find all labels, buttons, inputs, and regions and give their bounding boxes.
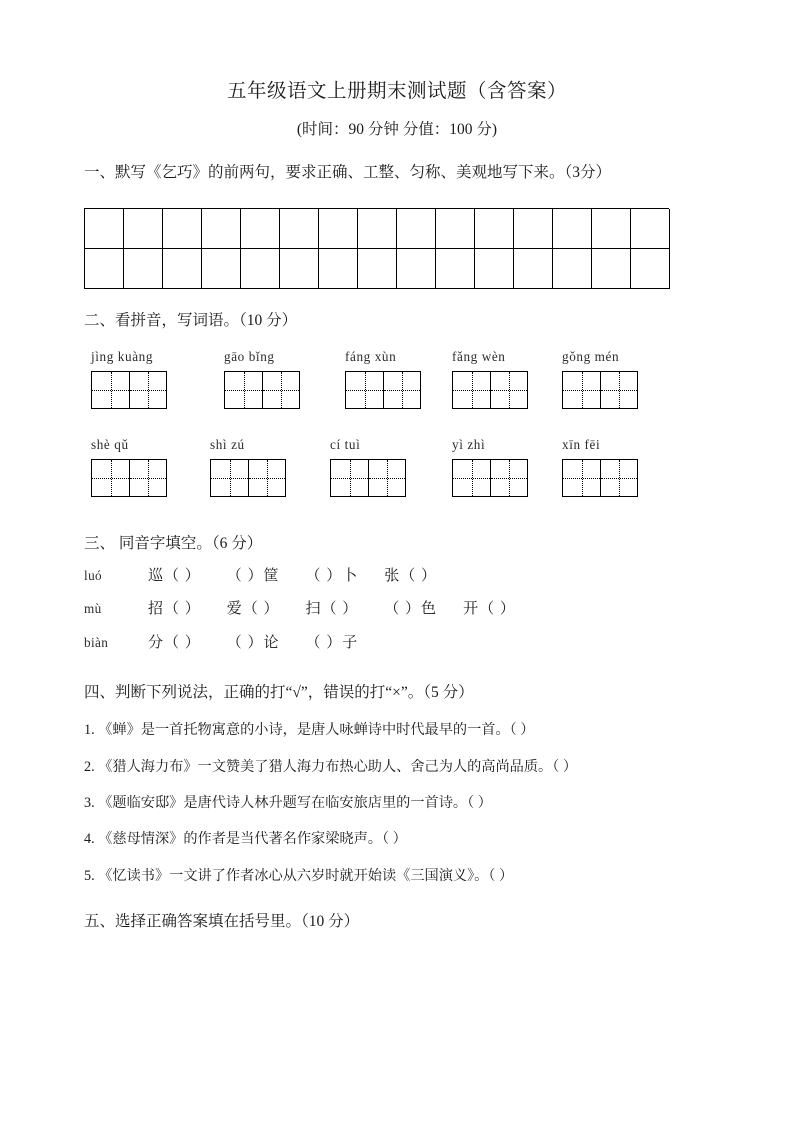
- section-2-heading: 二、看拼音，写词语。（10 分）: [84, 312, 298, 330]
- character-box-cell[interactable]: [453, 372, 490, 408]
- pinyin-word-group: [345, 348, 421, 409]
- writing-grid-cell[interactable]: [124, 209, 163, 249]
- writing-grid-cell[interactable]: [475, 209, 514, 249]
- writing-grid: [84, 208, 669, 289]
- character-box-cell[interactable]: [346, 372, 383, 408]
- writing-grid-cell[interactable]: [85, 209, 124, 249]
- judgment-item[interactable]: [84, 862, 710, 890]
- pinyin-label: fǎng wèn: [452, 349, 506, 365]
- homophone-row: [84, 593, 710, 627]
- homophone-pinyin: luó: [84, 567, 103, 583]
- pinyin-label: fáng xùn: [345, 349, 397, 365]
- pinyin-word-group: [210, 436, 286, 497]
- section-1-heading: 一、默写《乞巧》的前两句，要求正确、工整、匀称、美观地写下来。（3分）: [84, 163, 612, 181]
- writing-grid-cell[interactable]: [436, 249, 475, 289]
- pinyin-label: cí tuì: [330, 437, 361, 453]
- homophone-blank-item[interactable]: 巡（ ）: [148, 567, 201, 584]
- writing-grid-cell[interactable]: [202, 209, 241, 249]
- judgment-item-text: 《慈母情深》的作者是当代著名作家梁晓声。（ ）: [98, 831, 407, 848]
- homophone-rows: [84, 560, 710, 661]
- pinyin-label: gāo bǐng: [224, 349, 275, 365]
- character-box-cell[interactable]: [331, 460, 368, 496]
- pinyin-label: jìng kuàng: [91, 349, 154, 365]
- pinyin-word-group: [330, 436, 406, 497]
- judgment-items: [84, 716, 710, 890]
- character-box-cell[interactable]: [490, 372, 527, 408]
- writing-grid-cell[interactable]: [202, 249, 241, 289]
- writing-grid-cell[interactable]: [163, 209, 202, 249]
- homophone-blank-item[interactable]: （ ）子: [305, 635, 359, 652]
- writing-grid-cell[interactable]: [280, 249, 319, 289]
- judgment-item[interactable]: [84, 716, 710, 744]
- writing-grid-cell[interactable]: [631, 249, 670, 289]
- pinyin-row-1: [84, 348, 710, 424]
- character-box[interactable]: [345, 371, 421, 409]
- page-subtitle: (时间：90 分钟 分值：100 分): [296, 121, 498, 139]
- character-box[interactable]: [562, 459, 638, 497]
- pinyin-row-2: [84, 436, 710, 512]
- character-box[interactable]: [452, 371, 528, 409]
- section-4-heading: 四、判断下列说法，正确的打“√”，错误的打“×”。（5 分）: [84, 683, 474, 701]
- judgment-item-number: 2.: [84, 758, 99, 775]
- character-box-cell[interactable]: [453, 460, 490, 496]
- writing-grid-cell[interactable]: [397, 209, 436, 249]
- pinyin-word-group: [224, 348, 300, 409]
- pinyin-label: yì zhì: [452, 437, 486, 453]
- character-box-cell[interactable]: [92, 372, 129, 408]
- pinyin-word-group: [562, 348, 638, 409]
- writing-grid-cell[interactable]: [514, 249, 553, 289]
- character-box[interactable]: [91, 459, 167, 497]
- homophone-row: [84, 560, 710, 594]
- judgment-item-text: 《忆读书》一文讲了作者冰心从六岁时就开始读《三国演义》。（ ）: [98, 867, 514, 884]
- writing-grid-cell[interactable]: [397, 249, 436, 289]
- character-box-cell[interactable]: [600, 372, 637, 408]
- homophone-blank-item[interactable]: （ ）卜: [305, 567, 359, 584]
- pinyin-label: gǒng mén: [562, 349, 620, 365]
- homophone-blank-item[interactable]: 爱（ ）: [226, 601, 280, 618]
- judgment-item-text: 《蝉》是一首托物寓意的小诗，是唐人咏蝉诗中时代最早的一首。（ ）: [98, 722, 535, 739]
- writing-grid-cell[interactable]: [553, 209, 592, 249]
- homophone-pinyin: biàn: [84, 635, 109, 651]
- writing-grid-cell[interactable]: [280, 209, 319, 249]
- pinyin-label: shì zú: [210, 437, 245, 453]
- judgment-item-number: 1.: [84, 722, 99, 739]
- page-title: 五年级语文上册期末测试题（含答案）: [226, 81, 567, 102]
- writing-grid-cell[interactable]: [85, 249, 124, 289]
- homophone-blank-item[interactable]: 招（ ）: [148, 601, 201, 618]
- pinyin-label: xīn fēi: [562, 437, 601, 453]
- judgment-item-number: 3.: [84, 794, 99, 811]
- writing-grid-row: [85, 249, 669, 289]
- character-box[interactable]: [224, 371, 300, 409]
- homophone-row: [84, 627, 710, 661]
- judgment-item-text: 《题临安邸》是唐代诗人林升题写在临安旅店里的一首诗。（ ）: [98, 794, 492, 811]
- writing-grid-cell[interactable]: [514, 209, 553, 249]
- pinyin-word-group: [91, 436, 167, 497]
- character-box[interactable]: [562, 371, 638, 409]
- judgment-item[interactable]: [84, 753, 710, 781]
- character-box[interactable]: [330, 459, 406, 497]
- section-3-heading: 三、 同音字填空。（6 分）: [84, 535, 263, 553]
- homophone-blank-item[interactable]: （ ）论: [226, 635, 280, 652]
- writing-grid-cell[interactable]: [124, 249, 163, 289]
- judgment-item[interactable]: [84, 825, 710, 853]
- writing-grid-cell[interactable]: [553, 249, 592, 289]
- pinyin-word-group: [452, 436, 528, 497]
- judgment-item-number: 4.: [84, 831, 99, 848]
- pinyin-word-group: [562, 436, 638, 497]
- judgment-item-text: 《猎人海力布》一文赞美了猎人海力布热心助人、舍己为人的高尚品质。（ ）: [98, 758, 578, 775]
- character-box-cell[interactable]: [563, 372, 600, 408]
- character-box[interactable]: [91, 371, 167, 409]
- writing-grid-cell[interactable]: [358, 209, 397, 249]
- judgment-item-number: 5.: [84, 867, 99, 884]
- writing-grid-cell[interactable]: [241, 249, 280, 289]
- pinyin-word-group: [91, 348, 167, 409]
- page-content: [84, 0, 710, 937]
- character-box-cell[interactable]: [129, 460, 166, 496]
- homophone-blank-item[interactable]: 扫（ ）: [305, 601, 359, 618]
- homophone-blank-item[interactable]: 开（ ）: [463, 601, 516, 618]
- homophone-pinyin: mù: [84, 601, 102, 617]
- character-box-cell[interactable]: [129, 372, 166, 408]
- character-box-cell[interactable]: [600, 460, 637, 496]
- character-box-cell[interactable]: [368, 460, 405, 496]
- homophone-blank-item[interactable]: 张（ ）: [384, 567, 438, 584]
- character-box-cell[interactable]: [490, 460, 527, 496]
- pinyin-label: shè qǔ: [91, 437, 129, 453]
- judgment-item[interactable]: [84, 789, 710, 817]
- pinyin-word-group: [452, 348, 528, 409]
- writing-grid-cell[interactable]: [436, 209, 475, 249]
- writing-grid-cell[interactable]: [592, 249, 631, 289]
- character-box[interactable]: [452, 459, 528, 497]
- character-box-cell[interactable]: [563, 460, 600, 496]
- character-box-cell[interactable]: [211, 460, 248, 496]
- character-box-cell[interactable]: [248, 460, 285, 496]
- character-box[interactable]: [210, 459, 286, 497]
- homophone-blank-item[interactable]: 分（ ）: [148, 635, 201, 652]
- writing-grid-cell[interactable]: [163, 249, 202, 289]
- writing-grid-row: [85, 209, 669, 249]
- character-box-cell[interactable]: [383, 372, 420, 408]
- section-5-heading: 五、选择正确答案填在括号里。（10 分）: [84, 913, 360, 931]
- writing-grid-cell[interactable]: [475, 249, 514, 289]
- writing-grid-cell[interactable]: [358, 249, 397, 289]
- writing-grid-cell[interactable]: [319, 249, 358, 289]
- character-box-cell[interactable]: [92, 460, 129, 496]
- writing-grid-cell[interactable]: [631, 209, 670, 249]
- character-box-cell[interactable]: [262, 372, 299, 408]
- writing-grid-cell[interactable]: [319, 209, 358, 249]
- homophone-blank-item[interactable]: （ ）色: [384, 601, 438, 618]
- writing-grid-cell[interactable]: [592, 209, 631, 249]
- writing-grid-cell[interactable]: [241, 209, 280, 249]
- character-box-cell[interactable]: [225, 372, 262, 408]
- homophone-blank-item[interactable]: （ ）筐: [226, 567, 280, 584]
